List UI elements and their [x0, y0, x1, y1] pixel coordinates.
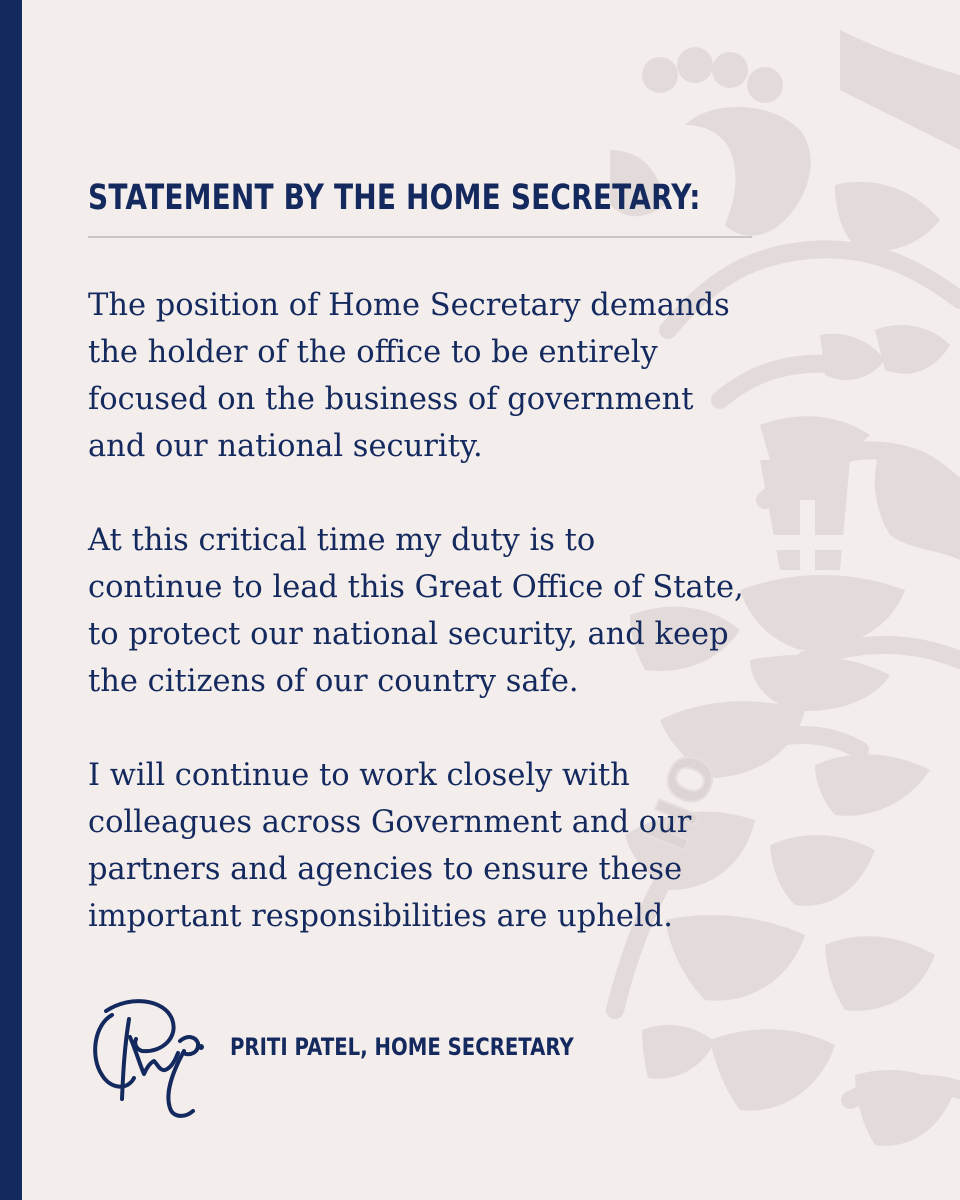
crest-lettering: HO [632, 744, 732, 861]
statement-paragraph-2: At this critical time my duty is to continue to lead this Great Office of State, to protect our national security, and keep the citizens of our country safe. [88, 523, 744, 699]
left-accent-bar [0, 0, 22, 1200]
statement-paragraph-3: I will continue to work closely with colleagues across Government and our partners and agencies to ensure these important responsibilities are upheld. [88, 758, 692, 934]
signature-dot [198, 1044, 204, 1050]
statement-body [88, 282, 908, 987]
signatory-name: PRITI PATEL, HOME SECRETARY [230, 1033, 574, 1061]
page-title: STATEMENT BY THE HOME SECRETARY: [88, 178, 701, 218]
signature-icon [86, 995, 206, 1120]
title-divider [88, 236, 752, 238]
statement-paragraph-1: The position of Home Secretary demands the holder of the office to be entirely focused on the business of government and our national security. [88, 288, 730, 464]
